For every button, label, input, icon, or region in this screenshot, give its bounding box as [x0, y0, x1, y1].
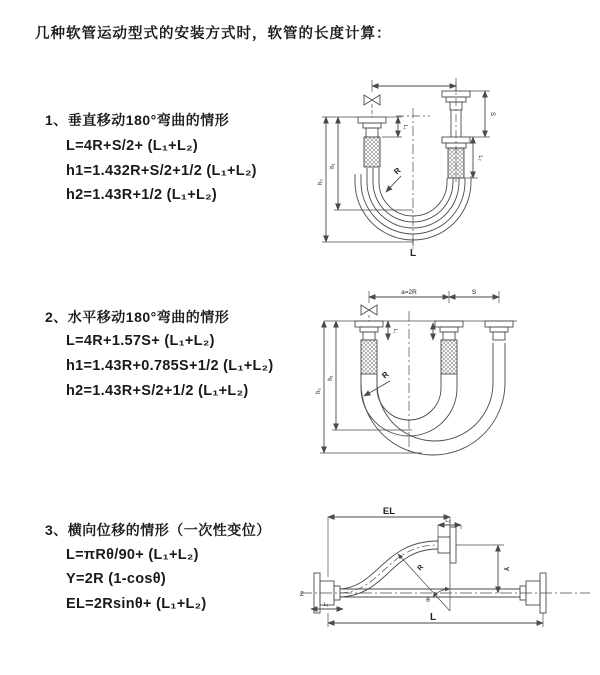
radius-line — [398, 554, 450, 611]
section-1-heading: 1、垂直移动180°弯曲的情形 — [45, 112, 230, 128]
left-fitting — [358, 117, 386, 167]
dim-label-s: S — [471, 289, 477, 296]
dim-label-el: EL — [382, 506, 396, 517]
section-3-heading: 3、横向位移的情形（一次性变位） — [45, 522, 271, 538]
section-2-formula-h1: h1=1.43R+0.785S+1/2 (L₁+L₂) — [66, 358, 274, 374]
dim-label-h2: h₂ — [318, 179, 324, 185]
dim-label-h1: h₁ — [330, 163, 336, 169]
section-3-formula-el: EL=2Rsinθ+ (L₁+L₂) — [66, 596, 207, 612]
section-1-formula-l: L=4R+S/2+ (L₁+L₂) — [66, 138, 198, 154]
section-3-formula-l: L=πRθ/90+ (L₁+L₂) — [66, 547, 199, 563]
braid-section — [448, 148, 464, 178]
dim-label-h1: h₁ — [328, 375, 334, 381]
braid-section — [364, 137, 380, 167]
section-1-formula-h2: h2=1.43R+1/2 (L₁+L₂) — [66, 187, 218, 203]
diagram-horizontal-180-bend — [312, 283, 597, 463]
braid-section — [441, 340, 457, 374]
section-3-formula-y: Y=2R (1-cosθ) — [66, 571, 166, 587]
radius-label: R — [392, 165, 403, 177]
dim-label-l2: L₂ — [477, 155, 483, 161]
section-2-formula-l: L=4R+1.57S+ (L₁+L₂) — [66, 333, 215, 349]
length-label: L — [409, 248, 417, 259]
upper-fitting — [438, 527, 456, 563]
section-1-formula-h1: h1=1.432R+S/2+1/2 (L₁+L₂) — [66, 163, 257, 179]
valve-icon — [361, 305, 377, 315]
dim-label-l1: L₁ — [323, 602, 329, 608]
radius-label: R — [416, 563, 426, 573]
radius-label: R — [380, 369, 391, 381]
dim-label-a2r: a=2R — [401, 289, 417, 296]
dim-label-l2: L₂ — [445, 518, 451, 524]
dim-label-s: S — [489, 111, 495, 117]
dim-label-l1: L₁ — [402, 124, 408, 130]
left-fitting — [355, 321, 383, 374]
middle-fitting — [435, 321, 463, 374]
dim-label-h2: h₂ — [316, 388, 322, 394]
diagram-lateral-displacement — [298, 505, 593, 645]
centerline-mark: Z — [300, 592, 304, 598]
dim-label-l1: L₁ — [392, 328, 398, 334]
diagram-vertical-180-bend — [310, 70, 598, 260]
braid-section — [361, 340, 377, 374]
valve-icon — [364, 95, 380, 105]
radius-arrow — [386, 176, 401, 192]
dim-label-y: Y — [502, 566, 509, 572]
length-label: L — [429, 612, 437, 623]
hose-curves — [361, 343, 505, 455]
section-2-formula-h2: h2=1.43R+S/2+1/2 (L₁+L₂) — [66, 383, 249, 399]
section-2-heading: 2、水平移动180°弯曲的情形 — [45, 309, 230, 325]
right-fitting — [485, 321, 513, 340]
angle-label: θ — [426, 597, 430, 604]
page-title: 几种软管运动型式的安装方式时，软管的长度计算： — [35, 26, 392, 42]
